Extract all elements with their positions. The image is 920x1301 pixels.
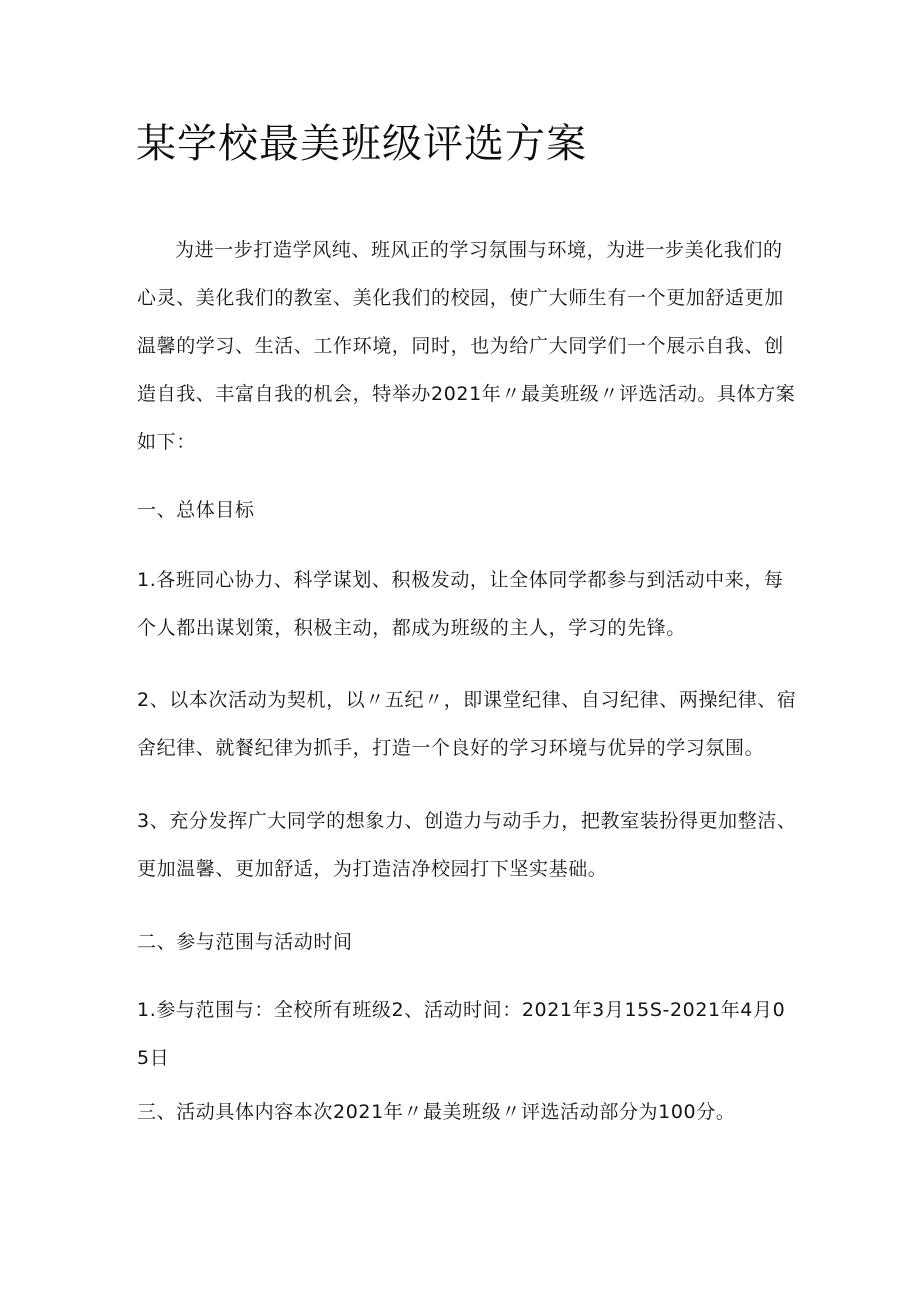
intro-paragraph: 为进一步打造学风纯、班风正的学习氛围与环境，为进一步美化我们的心灵、美化我们的教室、美化我们的校园，使广大师生有一个更加舒适更加温馨的学习、生活、工作环境，同时，也为给广大同学们一个展示自我、创造自我、丰富自我的机会，特举办2021年〃最美班级〃评选活动。具体方案如下：: [137, 239, 796, 453]
section-heading-overall-goals: 一、总体目标: [137, 499, 255, 521]
goal-item-1: 1.各班同心协力、科学谋划、积极发动，让全体同学都参与到活动中来，每个人都出谋划策，积极主动，都成为班级的主人，学习的先锋。: [137, 569, 784, 639]
goal-item-3: 3、充分发挥广大同学的想象力、创造力与动手力，把教室装扮得更加整洁、更加温馨、更加舒适，为打造洁净校园打下坚实基础。: [137, 810, 797, 880]
goal-item-2: 2、以本次活动为契机，以〃五纪〃，即课堂纪律、自习纪律、两操纪律、宿舍纪律、就餐纪律为抓手，打造一个良好的学习环境与优异的学习氛围。: [137, 689, 797, 759]
section-heading-activity-content: 三、活动具体内容本次2021年〃最美班级〃评选活动部分为100分。: [137, 1101, 736, 1123]
section-heading-scope-and-time: 二、参与范围与活动时间: [137, 931, 353, 953]
scope-and-time-paragraph: 1.参与范围与：全校所有班级2、活动时间：2021年3月15S-2021年4月05日: [137, 999, 786, 1069]
document-title: 某学校最美班级评选方案: [136, 121, 587, 167]
